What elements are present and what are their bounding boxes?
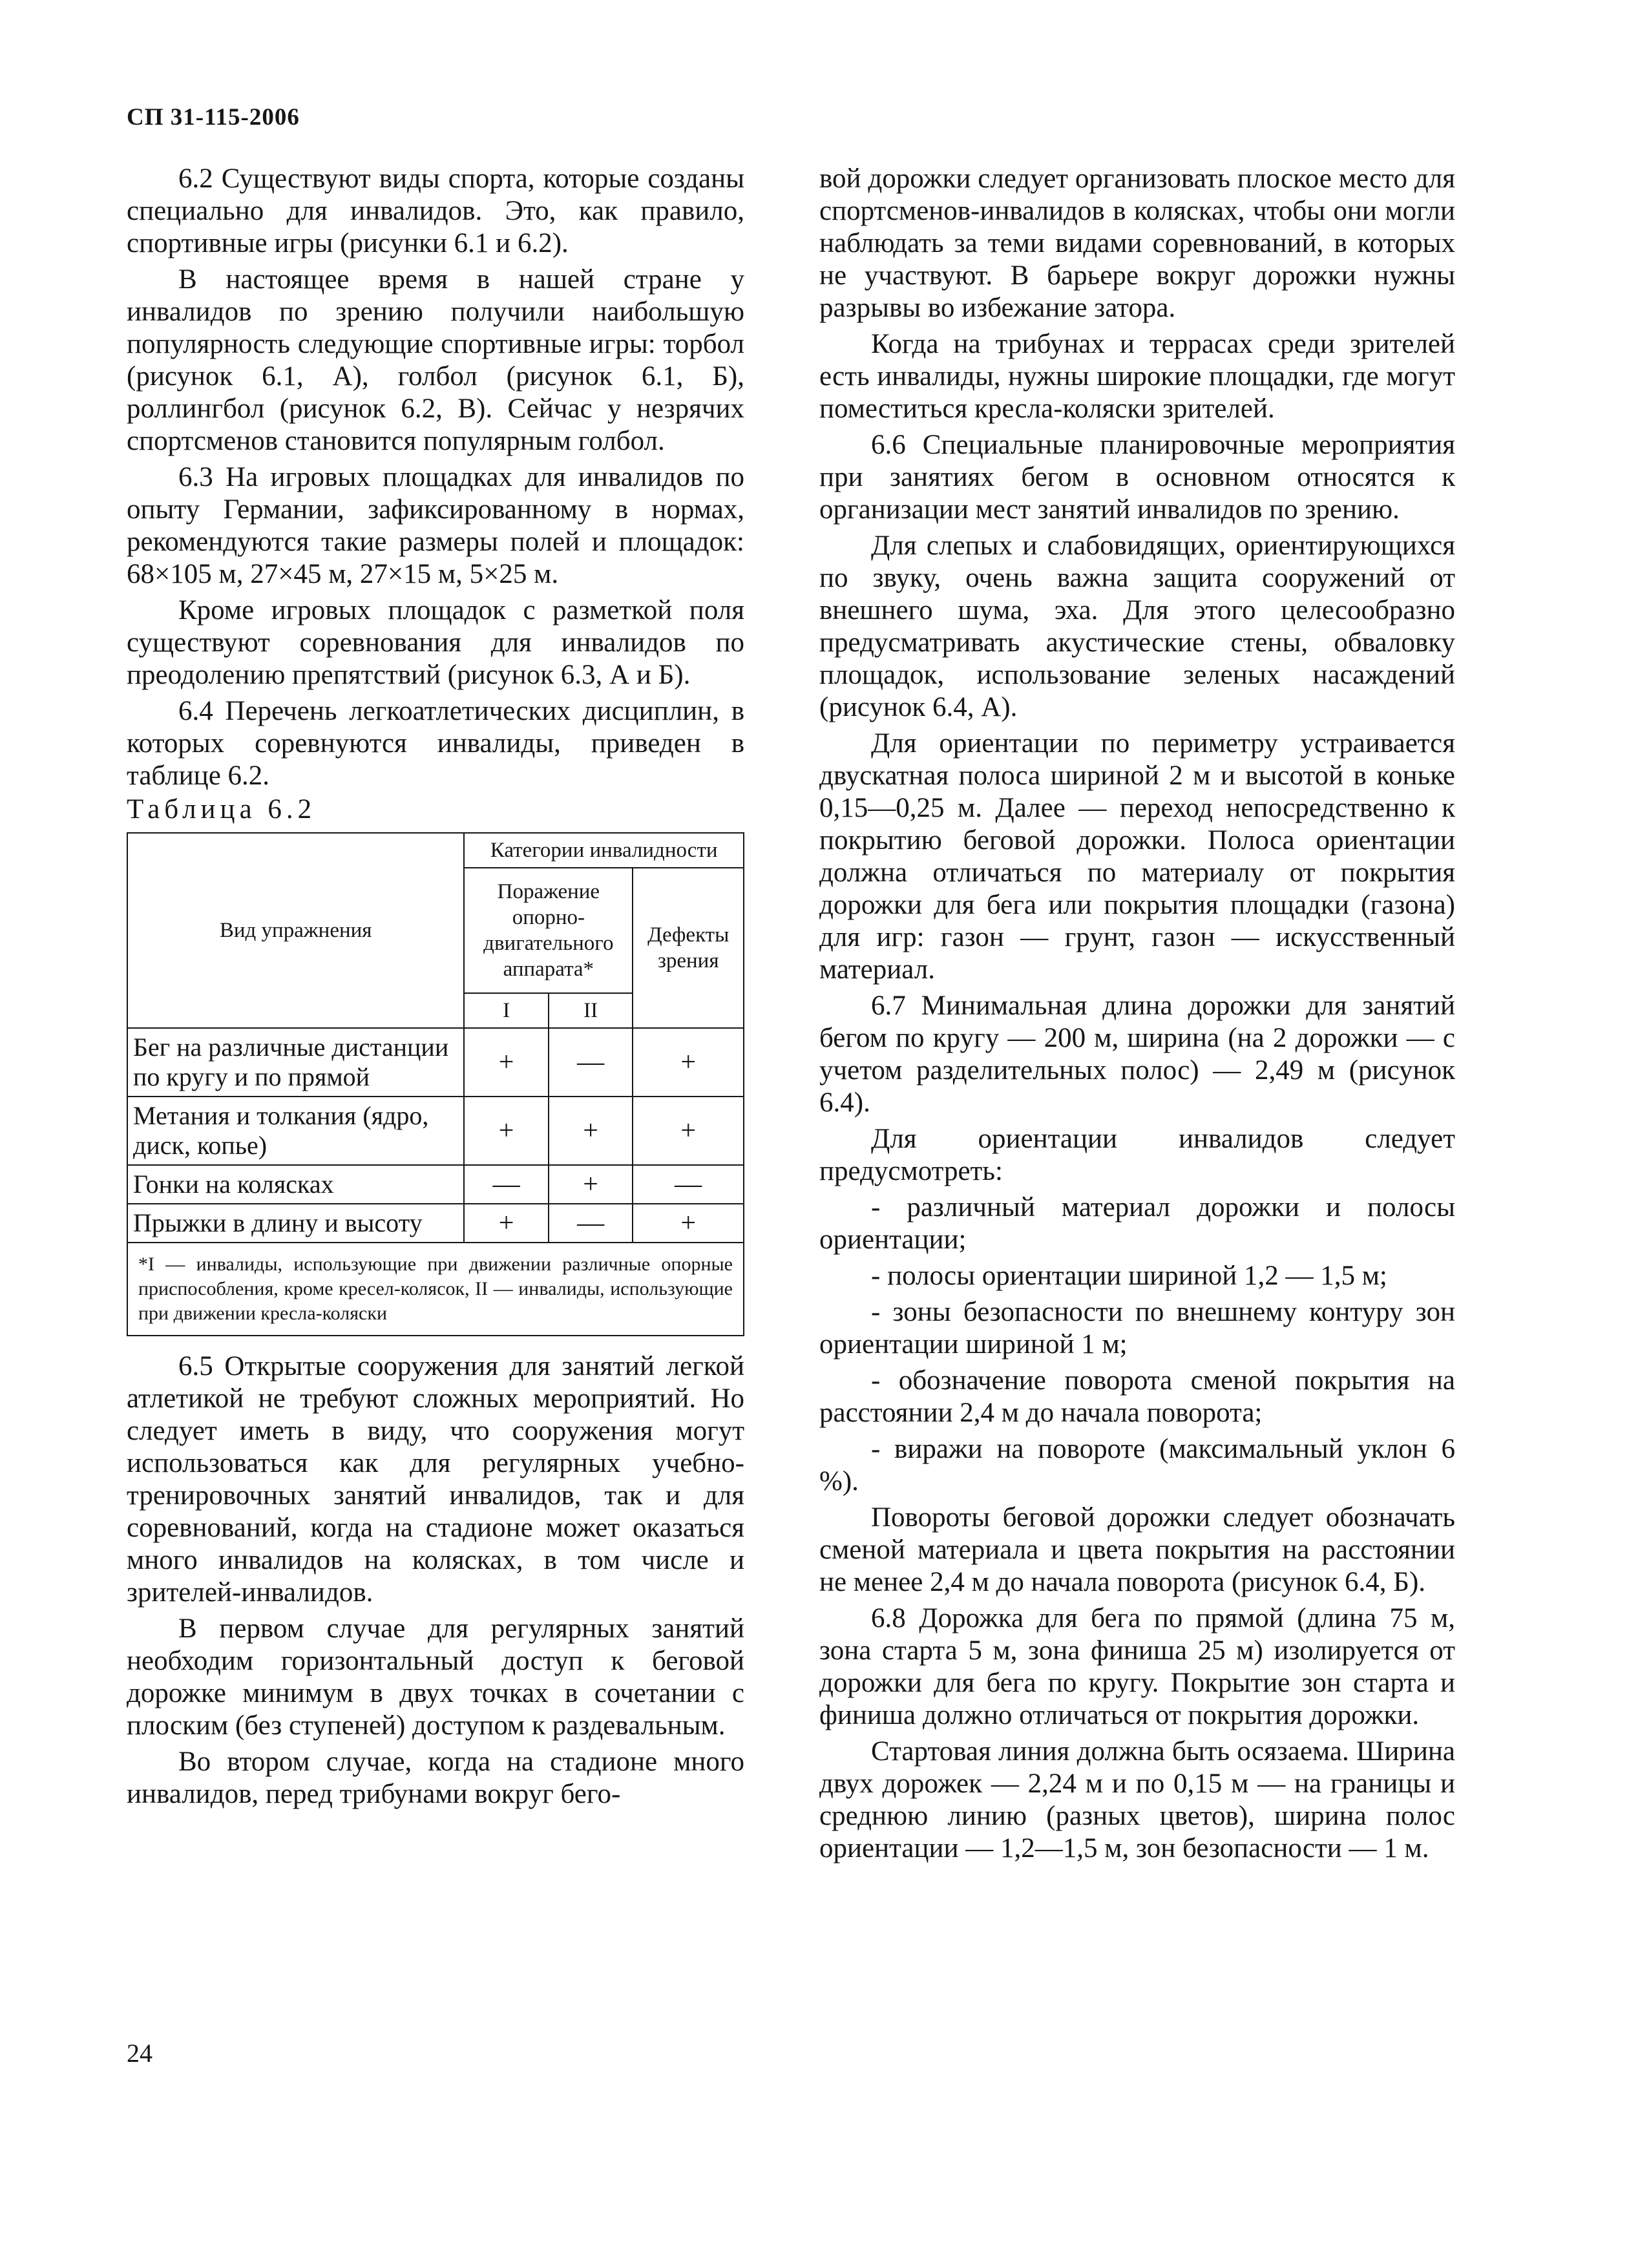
paragraph: В первом случае для регулярных занятий необходим горизонтальный доступ к беговой дорожке минимум в двух точках в сочетании с плоским (без ступеней) доступом к раздевальным.	[127, 1613, 744, 1741]
row-exercise-name: Гонки на колясках	[127, 1165, 464, 1204]
paragraph: Для ориентации инвалидов следует предусмотреть:	[819, 1124, 1455, 1186]
row-mark-vision: +	[633, 1204, 744, 1243]
row-mark-I: +	[464, 1204, 549, 1243]
paragraph: 6.8 Дорожка для бега по прямой (длина 75 м, зона старта 5 м, зона финиша 25 м) изолируется от дорожки для бега по кругу. Покрытие зон старта и финиша должно отличаться от покрытия дорожки.	[819, 1603, 1455, 1730]
table-caption: Таблица 6.2	[127, 794, 317, 824]
paragraph: Для слепых и слабовидящих, ориентирующихся по звуку, очень важна защита сооружений от внешнего шума, эха. Для этого целесообразно предусматривать акустические стены, обваловку площадок, использование зеленых насаждений (рисунок 6.4, А).	[819, 530, 1455, 722]
paragraph: 6.3 На игровых площадках для инвалидов по опыту Германии, зафиксированному в нормах, рекомендуются такие размеры полей и площадок: 68×105 м, 27×45 м, 27×15 м, 5×25 м.	[127, 462, 744, 589]
row-mark-II: +	[549, 1165, 633, 1204]
paragraph: Стартовая линия должна быть осязаема. Ширина двух дорожек — 2,24 м и по 0,15 м — на границы и среднюю линию (разных цветов), ширина полос ориентации — 1,2—1,5 м, зон безопасности — 1 м.	[819, 1736, 1455, 1864]
list-item: - зоны безопасности по внешнему контуру зон ориентации шириной 1 м;	[819, 1297, 1455, 1360]
paragraph: 6.7 Минимальная длина дорожки для занятий бегом по кругу — 200 м, ширина (на 2 дорожки — с учетом разделительных полос) — 2,49 м (рисунок 6.4).	[819, 991, 1455, 1118]
header-exercise: Вид упражнения	[127, 833, 464, 1028]
document-code-header: СП 31-115-2006	[127, 104, 300, 131]
row-mark-II: —	[549, 1204, 633, 1243]
list-item: - полосы ориентации шириной 1,2 — 1,5 м;	[871, 1261, 1387, 1291]
table-6-2	[127, 832, 744, 1336]
paragraph: 6.4 Перечень легкоатлетических дисциплин, в которых соревнуются инвалиды, приведен в таблице 6.2.	[127, 696, 744, 791]
right-column	[819, 163, 1455, 1865]
paragraph: 6.5 Открытые сооружения для занятий легкой атлетикой не требуют сложных мероприятий. Но следует иметь в виду, что сооружения могут использоваться как для регулярных учебно-тренировочных занятий инвалидов, так и для соревнований, когда на стадионе может оказаться много инвалидов на колясках, в том числе и зрителей-инвалидов.	[127, 1351, 744, 1608]
paragraph: В настоящее время в нашей стране у инвалидов по зрению получили наибольшую популярность следующие спортивные игры: торбол (рисунок 6.1, А), голбол (рисунок 6.1, Б), роллингбол (рисунок 6.2, В). Сейчас у незрячих спортсменов становится популярным голбол.	[127, 264, 744, 456]
row-mark-vision: +	[633, 1097, 744, 1165]
paragraph: 6.6 Специальные планировочные мероприятия при занятиях бегом в основном относятся к организации мест занятий инвалидов по зрению.	[819, 430, 1455, 525]
page-number: 24	[127, 2039, 152, 2068]
paragraph: Повороты беговой дорожки следует обозначать сменой материала и цвета покрытия на расстоянии не менее 2,4 м до начала поворота (рисунок 6.4, Б).	[819, 1502, 1455, 1597]
list-item: - виражи на повороте (максимальный уклон 6 %).	[819, 1434, 1455, 1496]
row-mark-II: +	[549, 1097, 633, 1165]
paragraph: вой дорожки следует организовать плоское место для спортсменов-инвалидов в колясках, чтобы они могли наблюдать за теми видами соревнований, в которых не участвуют. В барьере вокруг дорожки нужны разрывы во избежание затора.	[819, 163, 1455, 323]
table-footnote: *I — инвалиды, использующие при движении различные опорные приспособления, кроме кресел-колясок, II — инвалиды, использующие при движении кресла-коляски	[127, 1243, 744, 1336]
paragraph: Кроме игровых площадок с разметкой поля существуют соревнования для инвалидов по преодолению препятствий (рисунок 6.3, А и Б).	[127, 595, 744, 690]
list-item: - различный материал дорожки и полосы ориентации;	[819, 1192, 1455, 1255]
paragraph: Когда на трибунах и террасах среди зрителей есть инвалиды, нужны широкие площадки, где могут поместиться кресла-коляски зрителей.	[819, 329, 1455, 424]
row-exercise-name: Бег на различные дистанции по кругу и по прямой	[127, 1028, 464, 1097]
row-mark-I: +	[464, 1028, 549, 1097]
header-categories: Категории инвалидности	[464, 833, 744, 868]
paragraph: Во втором случае, когда на стадионе много инвалидов, перед трибунами вокруг бего-	[127, 1747, 744, 1809]
table-row	[127, 1097, 744, 1165]
table-row	[127, 1204, 744, 1243]
list-item: - обозначение поворота сменой покрытия на расстоянии 2,4 м до начала поворота;	[819, 1365, 1455, 1428]
table-row	[127, 1165, 744, 1204]
table-row	[127, 1028, 744, 1097]
row-mark-II: —	[549, 1028, 633, 1097]
paragraph: Для ориентации по периметру устраивается двускатная полоса шириной 2 м и высотой в коньке 0,15—0,25 м. Далее — переход непосредственно к покрытию беговой дорожки. Полоса ориентации должна отличаться по материалу от покрытия дорожки для бега или покрытия площадки (газона) для игр: газон — грунт, газон — искусственный материал.	[819, 728, 1455, 985]
row-mark-I: —	[464, 1165, 549, 1204]
left-column	[127, 163, 744, 1811]
paragraph: 6.2 Существуют виды спорта, которые созданы специально для инвалидов. Это, как правило, спортивные игры (рисунки 6.1 и 6.2).	[127, 163, 744, 258]
header-category-I: I	[464, 993, 549, 1028]
header-vision-defects: Дефекты зрения	[633, 868, 744, 1028]
header-musculoskeletal: Поражение опорно-двигательного аппарата*	[464, 868, 633, 993]
header-category-II: II	[549, 993, 633, 1028]
row-mark-vision: —	[633, 1165, 744, 1204]
row-mark-I: +	[464, 1097, 549, 1165]
row-exercise-name: Метания и толкания (ядро, диск, копье)	[127, 1097, 464, 1165]
row-exercise-name: Прыжки в длину и высоту	[127, 1204, 464, 1243]
row-mark-vision: +	[633, 1028, 744, 1097]
